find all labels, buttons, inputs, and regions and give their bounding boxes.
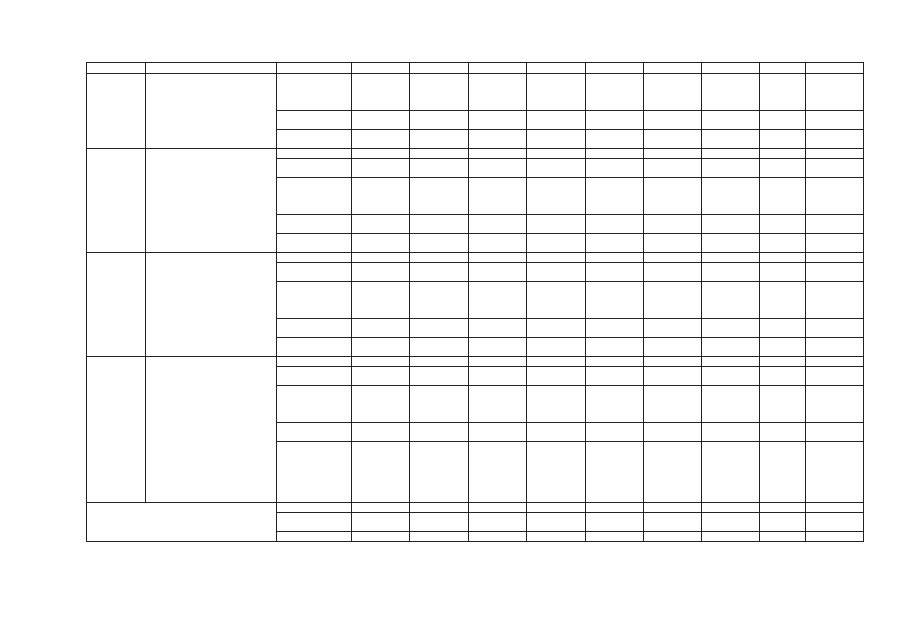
group-name-cell: [87, 74, 146, 149]
value-cell: [806, 111, 864, 130]
funding-source-cell: [277, 253, 352, 263]
value-cell: [702, 253, 760, 263]
value-cell: [760, 74, 806, 111]
funding-source-cell: [277, 74, 352, 111]
value-cell: [352, 234, 410, 253]
column-header: [352, 63, 410, 74]
group-name-cell: [87, 253, 146, 357]
value-cell: [352, 111, 410, 130]
value-cell: [806, 282, 864, 319]
column-header: [410, 63, 469, 74]
value-cell: [410, 111, 469, 130]
value-cell: [702, 338, 760, 357]
value-cell: [702, 367, 760, 386]
value-cell: [702, 215, 760, 234]
value-cell: [527, 159, 586, 178]
funding-source-cell: [277, 282, 352, 319]
value-cell: [527, 130, 586, 149]
value-cell: [527, 178, 586, 215]
value-cell: [586, 159, 644, 178]
value-cell: [644, 513, 702, 532]
value-cell: [410, 149, 469, 159]
value-cell: [644, 130, 702, 149]
value-cell: [806, 149, 864, 159]
value-cell: [586, 386, 644, 423]
value-cell: [806, 513, 864, 532]
value-cell: [410, 130, 469, 149]
table-row: [87, 74, 864, 111]
value-cell: [760, 386, 806, 423]
funding-source-cell: [277, 149, 352, 159]
value-cell: [760, 111, 806, 130]
funding-source-cell: [277, 423, 352, 442]
column-header: [806, 63, 864, 74]
value-cell: [806, 503, 864, 513]
funding-source-cell: [277, 178, 352, 215]
value-cell: [702, 503, 760, 513]
value-cell: [469, 357, 527, 367]
value-cell: [702, 234, 760, 253]
value-cell: [527, 367, 586, 386]
funding-source-cell: [277, 503, 352, 513]
value-cell: [806, 234, 864, 253]
value-cell: [702, 130, 760, 149]
value-cell: [352, 513, 410, 532]
value-cell: [410, 367, 469, 386]
value-cell: [410, 503, 469, 513]
value-cell: [410, 513, 469, 532]
value-cell: [760, 503, 806, 513]
value-cell: [702, 263, 760, 282]
value-cell: [527, 357, 586, 367]
value-cell: [644, 263, 702, 282]
value-cell: [527, 532, 586, 542]
group-name-cell: [87, 149, 146, 253]
value-cell: [760, 442, 806, 503]
table-row: [87, 503, 864, 513]
value-cell: [469, 263, 527, 282]
value-cell: [760, 149, 806, 159]
funding-source-cell: [277, 338, 352, 357]
value-cell: [352, 263, 410, 282]
group-description-cell: [146, 253, 277, 357]
value-cell: [586, 253, 644, 263]
value-cell: [586, 357, 644, 367]
value-cell: [644, 178, 702, 215]
group-description-cell: [146, 74, 277, 149]
value-cell: [469, 532, 527, 542]
value-cell: [586, 215, 644, 234]
column-header: [87, 63, 146, 74]
value-cell: [410, 357, 469, 367]
value-cell: [586, 149, 644, 159]
value-cell: [760, 319, 806, 338]
value-cell: [760, 130, 806, 149]
value-cell: [586, 532, 644, 542]
value-cell: [410, 215, 469, 234]
value-cell: [644, 532, 702, 542]
table-row: [87, 149, 864, 159]
value-cell: [410, 532, 469, 542]
value-cell: [410, 423, 469, 442]
value-cell: [760, 215, 806, 234]
value-cell: [352, 253, 410, 263]
table-row: [87, 253, 864, 263]
value-cell: [806, 319, 864, 338]
value-cell: [644, 149, 702, 159]
value-cell: [760, 263, 806, 282]
value-cell: [352, 215, 410, 234]
funding-source-cell: [277, 367, 352, 386]
funding-source-cell: [277, 357, 352, 367]
value-cell: [644, 367, 702, 386]
budget-table-container: [86, 62, 863, 542]
value-cell: [806, 357, 864, 367]
value-cell: [527, 74, 586, 111]
value-cell: [586, 503, 644, 513]
funding-source-cell: [277, 159, 352, 178]
value-cell: [702, 357, 760, 367]
value-cell: [586, 367, 644, 386]
value-cell: [586, 338, 644, 357]
column-header: [760, 63, 806, 74]
group-description-cell: [146, 357, 277, 503]
value-cell: [352, 357, 410, 367]
value-cell: [527, 423, 586, 442]
value-cell: [410, 263, 469, 282]
value-cell: [469, 111, 527, 130]
value-cell: [644, 74, 702, 111]
value-cell: [352, 532, 410, 542]
column-header: [146, 63, 277, 74]
value-cell: [644, 442, 702, 503]
value-cell: [410, 338, 469, 357]
column-header: [644, 63, 702, 74]
value-cell: [702, 319, 760, 338]
value-cell: [527, 263, 586, 282]
value-cell: [760, 282, 806, 319]
value-cell: [469, 215, 527, 234]
value-cell: [469, 74, 527, 111]
value-cell: [527, 234, 586, 253]
value-cell: [352, 386, 410, 423]
value-cell: [806, 367, 864, 386]
value-cell: [644, 215, 702, 234]
value-cell: [760, 357, 806, 367]
value-cell: [806, 74, 864, 111]
value-cell: [410, 159, 469, 178]
value-cell: [806, 130, 864, 149]
value-cell: [469, 503, 527, 513]
value-cell: [760, 367, 806, 386]
value-cell: [760, 178, 806, 215]
value-cell: [469, 149, 527, 159]
value-cell: [527, 282, 586, 319]
value-cell: [760, 253, 806, 263]
budget-table: [86, 62, 864, 542]
value-cell: [806, 178, 864, 215]
value-cell: [469, 367, 527, 386]
value-cell: [806, 386, 864, 423]
value-cell: [702, 386, 760, 423]
value-cell: [702, 178, 760, 215]
value-cell: [806, 253, 864, 263]
value-cell: [469, 442, 527, 503]
value-cell: [410, 319, 469, 338]
value-cell: [527, 111, 586, 130]
value-cell: [702, 513, 760, 532]
value-cell: [702, 423, 760, 442]
value-cell: [644, 319, 702, 338]
funding-source-cell: [277, 319, 352, 338]
value-cell: [469, 423, 527, 442]
value-cell: [352, 442, 410, 503]
value-cell: [586, 442, 644, 503]
group-name-cell: [87, 357, 146, 503]
value-cell: [586, 130, 644, 149]
value-cell: [586, 263, 644, 282]
value-cell: [352, 503, 410, 513]
value-cell: [527, 319, 586, 338]
funding-source-cell: [277, 130, 352, 149]
value-cell: [469, 338, 527, 357]
value-cell: [702, 149, 760, 159]
column-header: [527, 63, 586, 74]
value-cell: [586, 178, 644, 215]
value-cell: [586, 234, 644, 253]
value-cell: [806, 338, 864, 357]
value-cell: [586, 319, 644, 338]
value-cell: [527, 338, 586, 357]
value-cell: [586, 513, 644, 532]
value-cell: [352, 319, 410, 338]
funding-source-cell: [277, 386, 352, 423]
value-cell: [586, 423, 644, 442]
table-row: [87, 357, 864, 367]
column-header: [702, 63, 760, 74]
value-cell: [644, 282, 702, 319]
value-cell: [644, 386, 702, 423]
value-cell: [702, 159, 760, 178]
value-cell: [644, 503, 702, 513]
value-cell: [644, 423, 702, 442]
value-cell: [527, 386, 586, 423]
value-cell: [702, 282, 760, 319]
value-cell: [702, 442, 760, 503]
value-cell: [410, 442, 469, 503]
value-cell: [806, 263, 864, 282]
value-cell: [644, 159, 702, 178]
value-cell: [586, 282, 644, 319]
value-cell: [527, 513, 586, 532]
value-cell: [644, 111, 702, 130]
funding-source-cell: [277, 215, 352, 234]
group-description-cell: [146, 149, 277, 253]
subprogram-name-cell: [87, 503, 277, 542]
value-cell: [469, 282, 527, 319]
value-cell: [352, 74, 410, 111]
value-cell: [586, 74, 644, 111]
value-cell: [702, 74, 760, 111]
value-cell: [702, 111, 760, 130]
value-cell: [644, 357, 702, 367]
value-cell: [352, 367, 410, 386]
value-cell: [352, 338, 410, 357]
value-cell: [469, 513, 527, 532]
column-header: [469, 63, 527, 74]
value-cell: [702, 532, 760, 542]
column-header: [586, 63, 644, 74]
value-cell: [527, 149, 586, 159]
column-header: [277, 63, 352, 74]
value-cell: [586, 111, 644, 130]
value-cell: [352, 178, 410, 215]
value-cell: [469, 234, 527, 253]
value-cell: [352, 282, 410, 319]
value-cell: [760, 234, 806, 253]
value-cell: [352, 130, 410, 149]
value-cell: [469, 159, 527, 178]
value-cell: [527, 253, 586, 263]
value-cell: [760, 423, 806, 442]
value-cell: [410, 74, 469, 111]
value-cell: [527, 442, 586, 503]
value-cell: [527, 215, 586, 234]
value-cell: [644, 253, 702, 263]
value-cell: [469, 253, 527, 263]
value-cell: [806, 159, 864, 178]
funding-source-cell: [277, 513, 352, 532]
value-cell: [806, 215, 864, 234]
value-cell: [806, 442, 864, 503]
funding-source-cell: [277, 234, 352, 253]
funding-source-cell: [277, 263, 352, 282]
funding-source-cell: [277, 442, 352, 503]
value-cell: [410, 253, 469, 263]
value-cell: [806, 532, 864, 542]
value-cell: [760, 532, 806, 542]
value-cell: [644, 234, 702, 253]
value-cell: [760, 513, 806, 532]
value-cell: [469, 319, 527, 338]
value-cell: [469, 386, 527, 423]
value-cell: [410, 178, 469, 215]
value-cell: [760, 338, 806, 357]
funding-source-cell: [277, 532, 352, 542]
funding-source-cell: [277, 111, 352, 130]
value-cell: [410, 234, 469, 253]
value-cell: [352, 149, 410, 159]
value-cell: [644, 338, 702, 357]
column-number-row: [87, 63, 864, 74]
value-cell: [410, 386, 469, 423]
value-cell: [410, 282, 469, 319]
value-cell: [352, 423, 410, 442]
value-cell: [469, 178, 527, 215]
value-cell: [806, 423, 864, 442]
value-cell: [527, 503, 586, 513]
value-cell: [760, 159, 806, 178]
value-cell: [469, 130, 527, 149]
value-cell: [352, 159, 410, 178]
